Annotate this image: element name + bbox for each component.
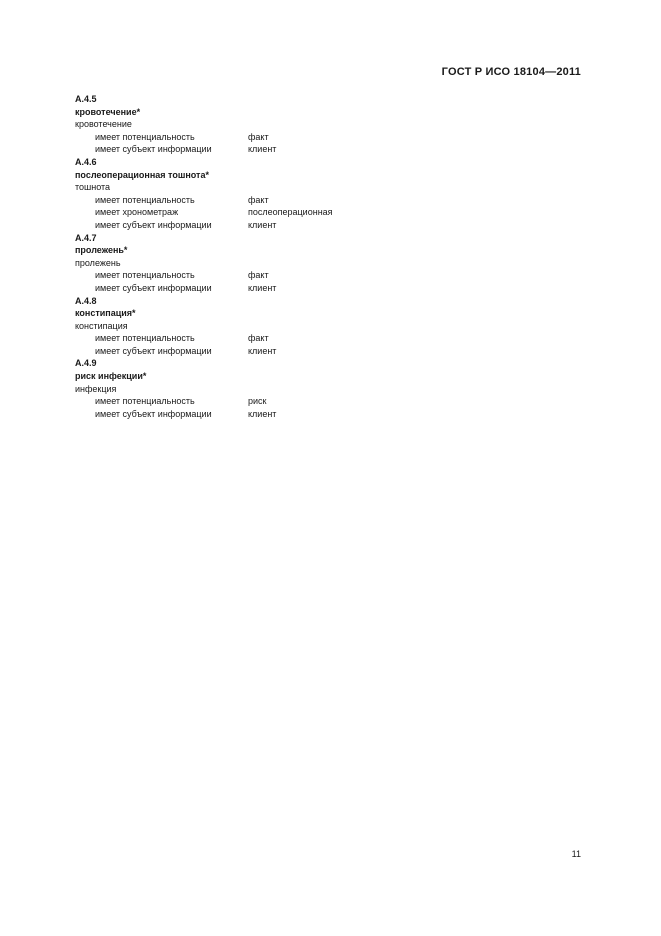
document-code: ГОСТ Р ИСО 18104—2011 bbox=[441, 66, 581, 78]
attribute-name: имеет потенциальность bbox=[95, 333, 195, 344]
section-term: послеоперационная тошнота* bbox=[75, 169, 209, 180]
section-number: А.4.6 bbox=[75, 156, 97, 167]
section-term: кровотечение* bbox=[75, 106, 141, 117]
attribute-name: имеет потенциальность bbox=[95, 194, 195, 205]
section-term: пролежень* bbox=[75, 245, 128, 256]
section-number: А.4.5 bbox=[75, 94, 97, 104]
attribute-value: риск bbox=[248, 396, 267, 407]
section-number: А.4.9 bbox=[75, 358, 97, 369]
attribute-name: имеет субъект информации bbox=[95, 408, 212, 419]
attribute-row bbox=[75, 395, 575, 408]
section-a-4-7 bbox=[75, 232, 575, 295]
attribute-name: имеет субъект информации bbox=[95, 345, 212, 356]
attribute-value: факт bbox=[248, 333, 269, 344]
section-a-4-5 bbox=[75, 93, 575, 156]
section-subtitle: кровотечение bbox=[75, 119, 132, 130]
section-subtitle: инфекция bbox=[75, 383, 117, 394]
section-subtitle: констипация bbox=[75, 320, 128, 331]
section-number: А.4.7 bbox=[75, 232, 97, 243]
attribute-value: клиент bbox=[248, 345, 277, 356]
section-number: А.4.8 bbox=[75, 295, 97, 306]
attribute-name: имеет субъект информации bbox=[95, 219, 212, 230]
section-a-4-8 bbox=[75, 295, 575, 358]
attribute-value: послеоперационная bbox=[248, 207, 333, 218]
section-a-4-9 bbox=[75, 357, 575, 420]
page-number: 11 bbox=[571, 849, 581, 859]
attribute-row bbox=[75, 408, 575, 421]
attribute-row bbox=[75, 131, 575, 144]
attribute-value: факт bbox=[248, 270, 269, 281]
attribute-row bbox=[75, 194, 575, 207]
attribute-value: клиент bbox=[248, 282, 277, 293]
attribute-name: имеет субъект информации bbox=[95, 282, 212, 293]
section-subtitle: тошнота bbox=[75, 182, 111, 193]
section-term: констипация* bbox=[75, 308, 136, 319]
section-a-4-6 bbox=[75, 156, 575, 232]
attribute-value: клиент bbox=[248, 219, 277, 230]
attribute-row bbox=[75, 269, 575, 282]
section-subtitle: пролежень bbox=[75, 257, 121, 268]
attribute-row bbox=[75, 219, 575, 232]
attribute-value: факт bbox=[248, 194, 269, 205]
attribute-name: имеет субъект информации bbox=[95, 144, 212, 155]
attribute-name: имеет потенциальность bbox=[95, 270, 195, 281]
attribute-name: имеет потенциальность bbox=[95, 131, 195, 142]
attribute-row bbox=[75, 332, 575, 345]
attribute-row bbox=[75, 282, 575, 295]
attribute-name: имеет потенциальность bbox=[95, 396, 195, 407]
section-term: риск инфекции* bbox=[75, 371, 147, 382]
attribute-value: клиент bbox=[248, 144, 277, 155]
attribute-name: имеет хронометраж bbox=[95, 207, 179, 218]
attribute-row bbox=[75, 143, 575, 156]
attribute-row bbox=[75, 345, 575, 358]
attribute-value: клиент bbox=[248, 408, 277, 419]
attribute-value: факт bbox=[248, 131, 269, 142]
document-body bbox=[75, 93, 575, 420]
attribute-row bbox=[75, 206, 575, 219]
